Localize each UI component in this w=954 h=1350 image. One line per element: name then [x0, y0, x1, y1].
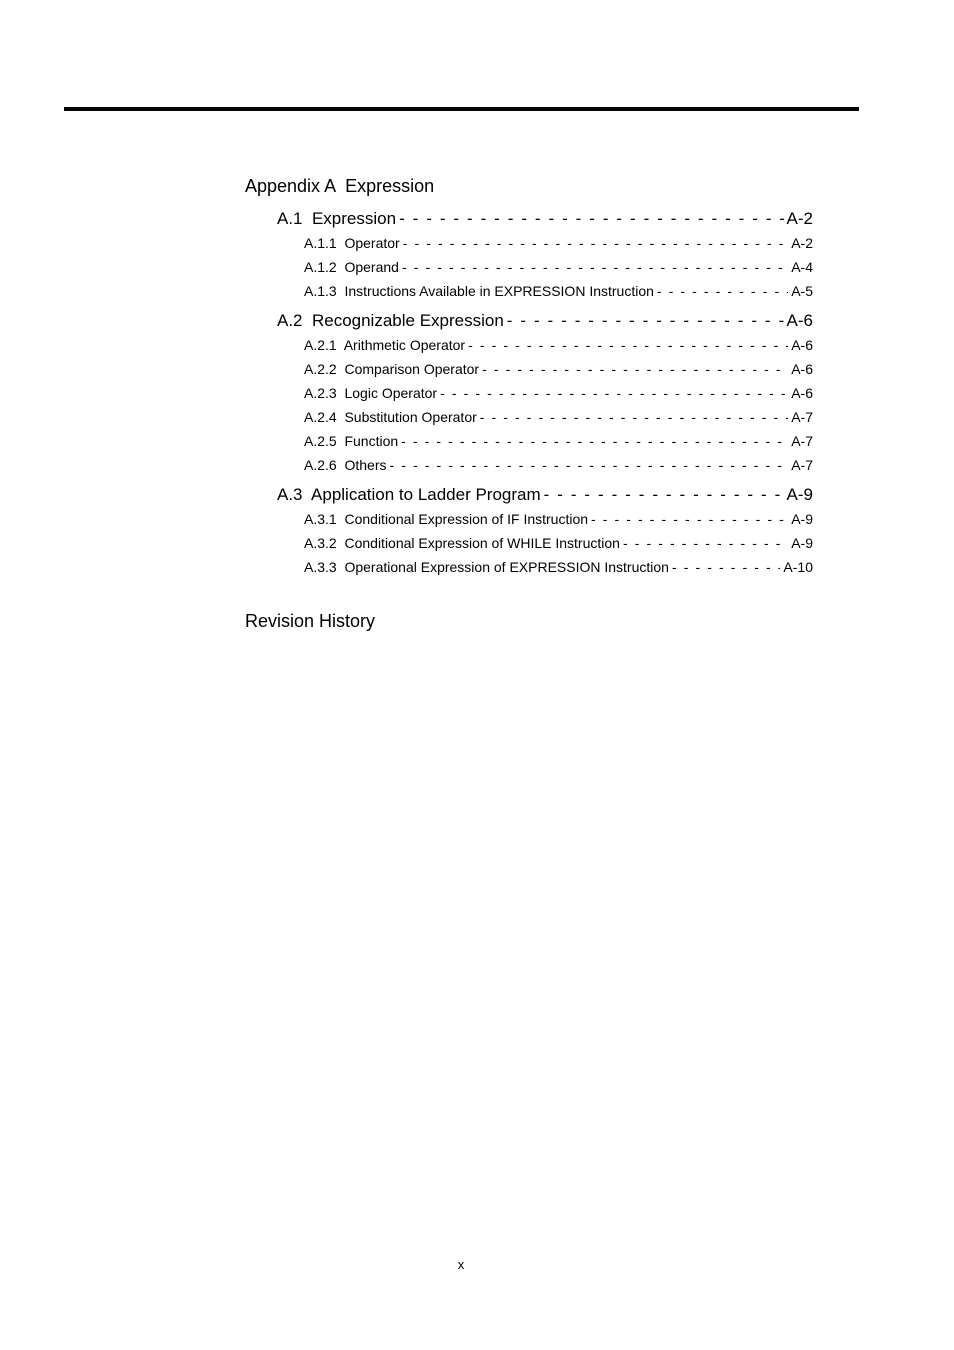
toc-item-label: A.3.2 Conditional Expression of WHILE Instruction	[304, 535, 620, 551]
revision-history-title[interactable]: Revision History	[245, 611, 376, 631]
toc-leader	[389, 456, 788, 474]
toc-page-ref: A-6	[791, 337, 813, 353]
toc-item-a3-1[interactable]	[304, 510, 813, 528]
toc-section-a3[interactable]	[277, 484, 813, 506]
toc-leader	[482, 360, 788, 378]
toc-page-ref: A-9	[791, 511, 813, 527]
toc-item-a3-2[interactable]	[304, 534, 813, 552]
toc-leader	[399, 208, 783, 230]
toc-item-label: A.2.4 Substitution Operator	[304, 409, 477, 425]
toc-item-label: A.3.3 Operational Expression of EXPRESSION Instruction	[304, 559, 669, 575]
toc-item-a2-3[interactable]	[304, 384, 813, 402]
toc-leader	[544, 484, 784, 506]
table-of-contents	[245, 174, 813, 576]
page-number: x	[457, 1257, 465, 1272]
toc-page-ref: A-6	[791, 361, 813, 377]
toc-page-ref: A-7	[791, 457, 813, 473]
toc-page-ref: A-2	[786, 209, 813, 228]
toc-item-label: A.1.1 Operator	[304, 235, 400, 251]
toc-item-a1-3[interactable]	[304, 282, 813, 300]
toc-item-a2-1[interactable]	[304, 336, 813, 354]
toc-leader	[672, 558, 780, 576]
toc-leader	[591, 510, 788, 528]
toc-item-label: A.1.3 Instructions Available in EXPRESSION Instruction	[304, 283, 654, 299]
toc-item-a2-6[interactable]	[304, 456, 813, 474]
toc-item-a2-2[interactable]	[304, 360, 813, 378]
toc-item-label: A.2.1 Arithmetic Operator	[304, 337, 466, 353]
toc-page-ref: A-9	[786, 485, 813, 504]
toc-page-ref: A-6	[786, 311, 813, 330]
toc-page-ref: A-7	[791, 409, 813, 425]
toc-section-label: A.3 Application to Ladder Program	[277, 485, 541, 504]
toc-page-ref: A-9	[791, 535, 813, 551]
toc-leader	[403, 234, 788, 252]
toc-page-ref: A-5	[791, 283, 813, 299]
toc-item-label: A.2.5 Function	[304, 433, 399, 449]
toc-item-a1-1[interactable]	[304, 234, 813, 252]
toc-page-ref: A-7	[791, 433, 813, 449]
toc-item-label: A.2.3 Logic Operator	[304, 385, 438, 401]
toc-section-a1[interactable]	[277, 208, 813, 230]
toc-item-label: A.2.6 Others	[304, 457, 387, 473]
toc-item-a3-3[interactable]	[304, 558, 813, 576]
toc-item-label: A.3.1 Conditional Expression of IF Instruction	[304, 511, 589, 527]
toc-page-ref: A-4	[791, 259, 813, 275]
toc-leader	[402, 258, 788, 276]
toc-item-a1-2[interactable]	[304, 258, 813, 276]
toc-leader	[401, 432, 788, 450]
toc-leader	[657, 282, 788, 300]
top-rule	[64, 107, 859, 111]
chapter-title: Appendix A Expression	[245, 176, 435, 196]
toc-section-label: A.2 Recognizable Expression	[277, 311, 504, 330]
toc-page-ref: A-6	[791, 385, 813, 401]
toc-section-label: A.1 Expression	[277, 209, 397, 228]
toc-item-a2-5[interactable]	[304, 432, 813, 450]
toc-page-ref: A-10	[783, 559, 813, 575]
toc-section-a2[interactable]	[277, 310, 813, 332]
toc-leader	[480, 408, 788, 426]
toc-leader	[507, 310, 784, 332]
toc-leader	[440, 384, 788, 402]
toc-leader	[468, 336, 788, 354]
toc-leader	[623, 534, 788, 552]
toc-page-ref: A-2	[791, 235, 813, 251]
toc-item-a2-4[interactable]	[304, 408, 813, 426]
toc-item-label: A.1.2 Operand	[304, 259, 399, 275]
toc-item-label: A.2.2 Comparison Operator	[304, 361, 480, 377]
